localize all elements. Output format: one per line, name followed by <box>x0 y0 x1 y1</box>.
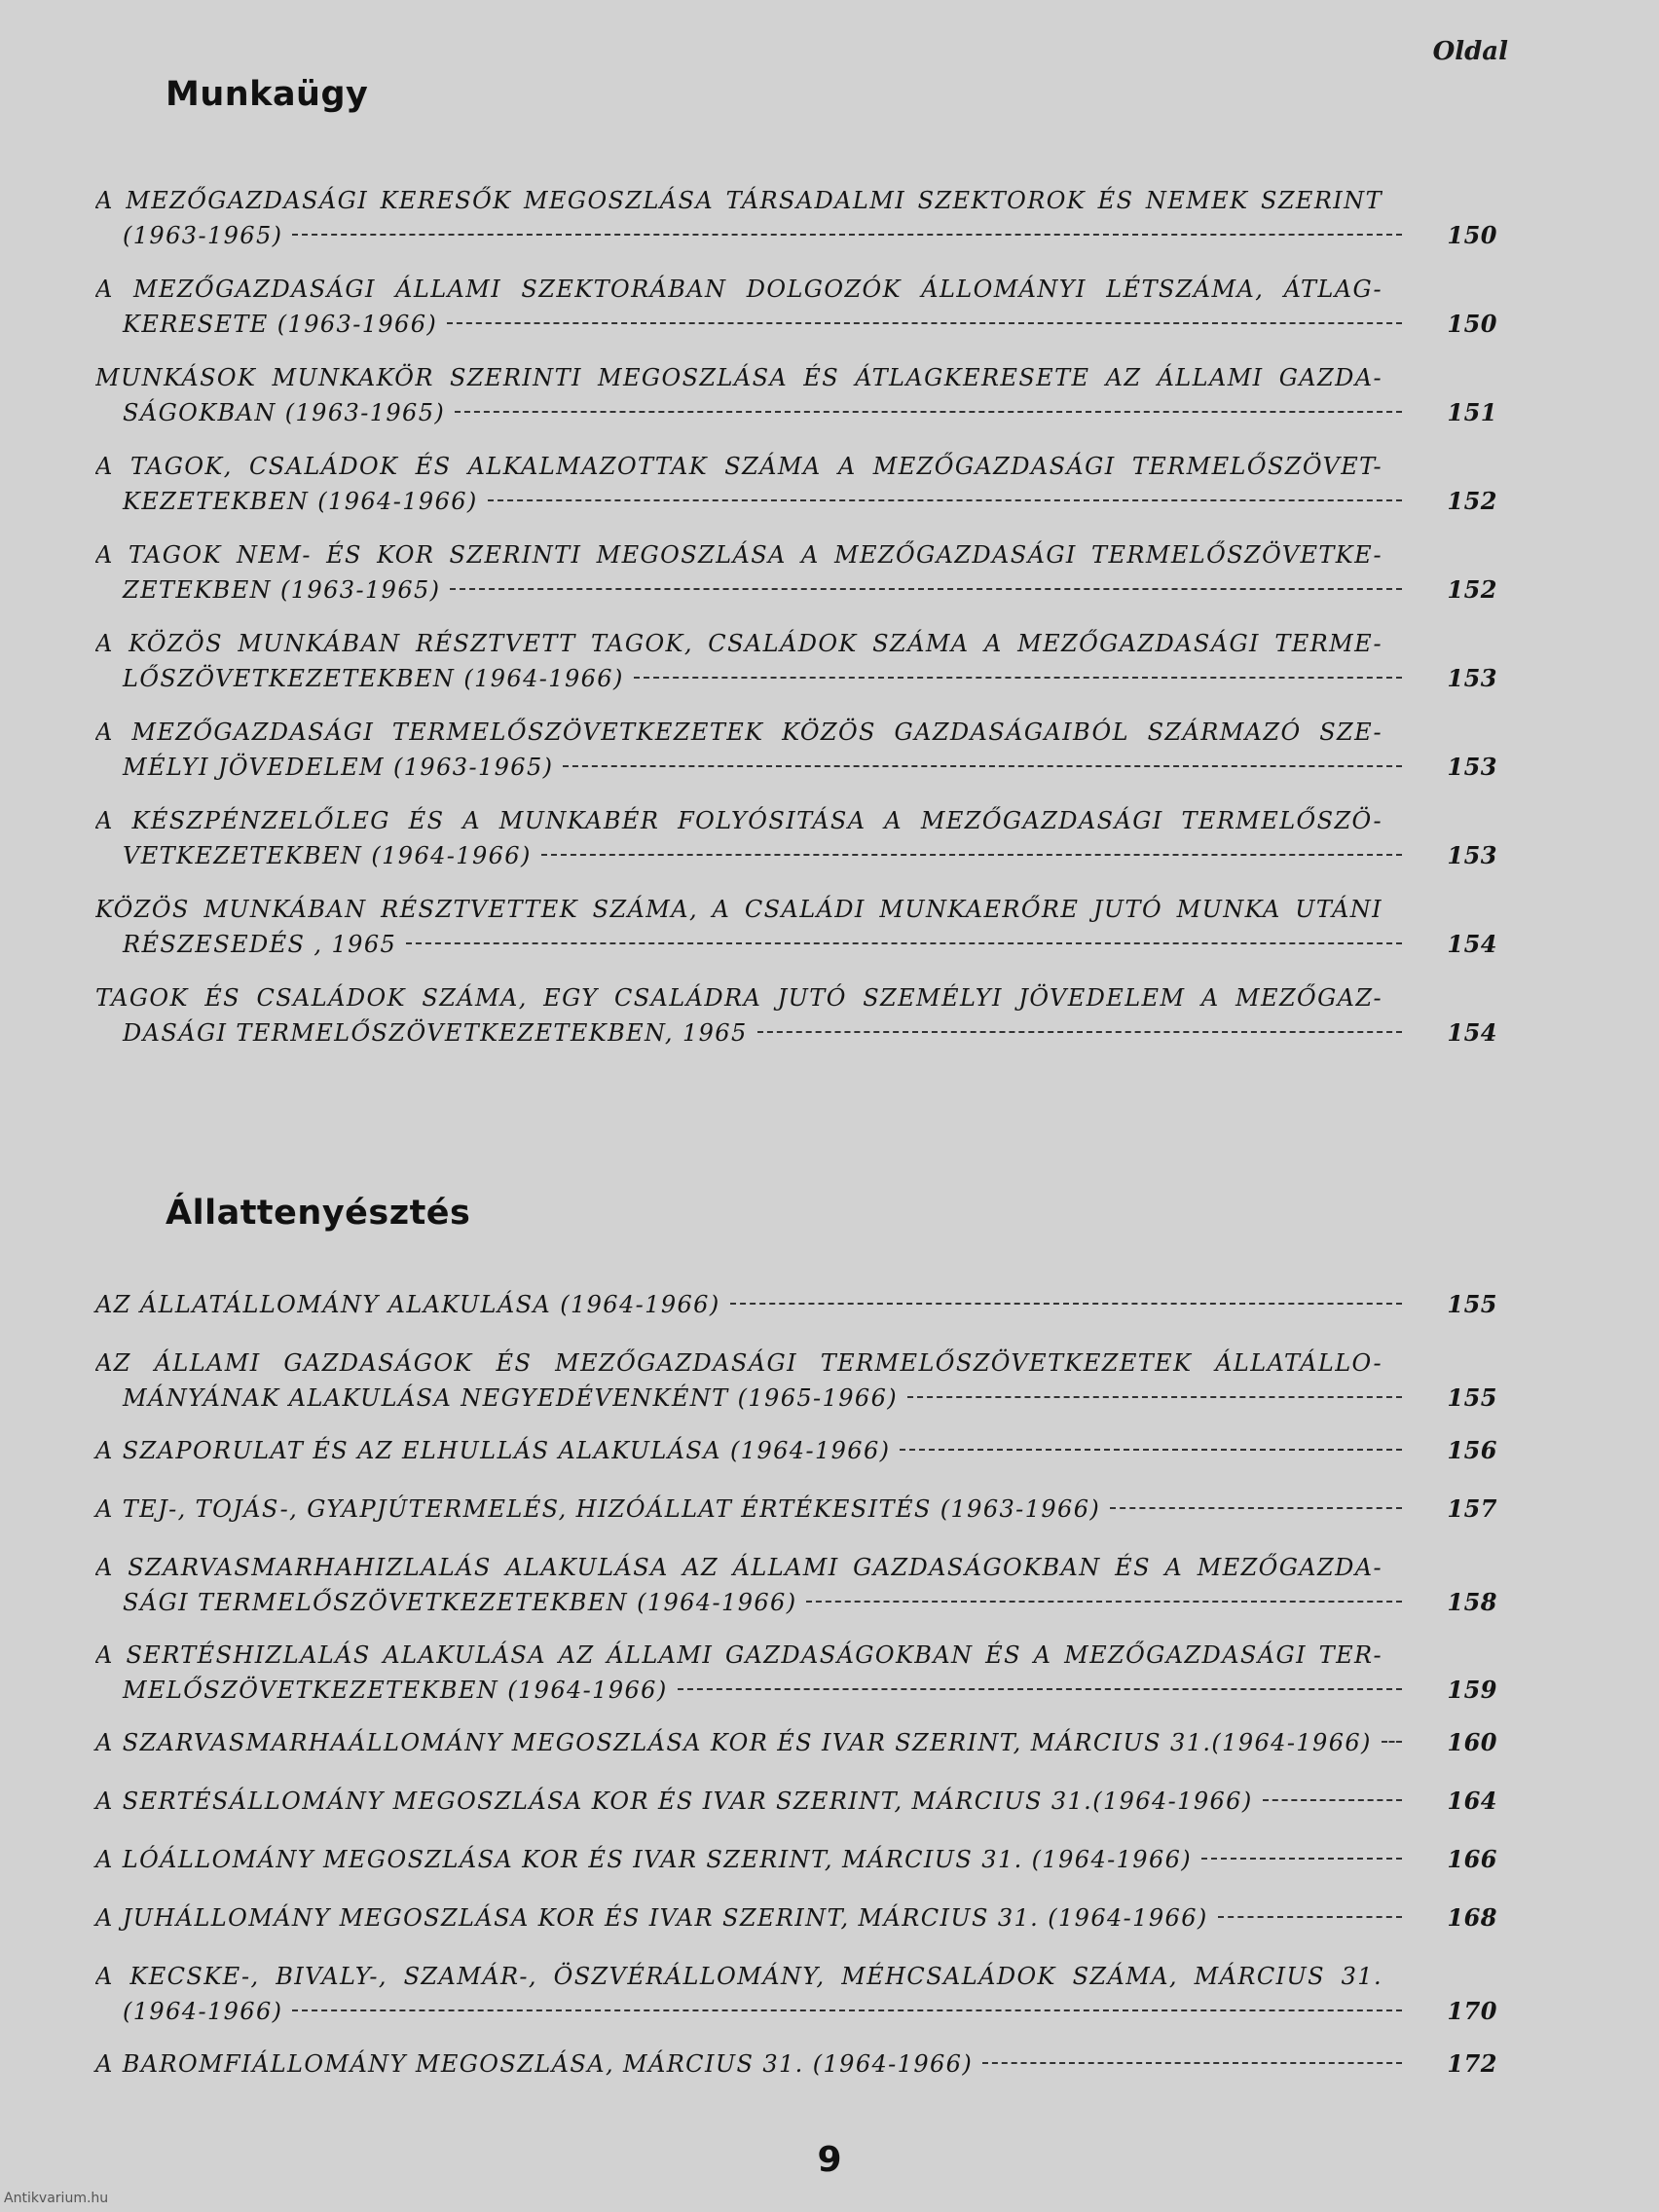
toc-entry <box>95 272 1497 342</box>
toc-entry <box>95 1287 1497 1322</box>
toc-entry <box>95 1638 1497 1708</box>
dot-leader <box>806 1601 1402 1603</box>
toc-entry <box>95 1959 1497 2029</box>
dot-leader <box>678 1688 1402 1690</box>
toc-entry-title-line1: KÖZÖS MUNKÁBAN RÉSZTVETTEK SZÁMA, A CSALÁDI MUNKAERŐRE JUTÓ MUNKA UTÁNI <box>95 896 1382 923</box>
toc-list-munkaugy <box>95 183 1497 1069</box>
toc-entry-title-line1: A MEZŐGAZDASÁGI ÁLLAMI SZEKTORÁBAN DOLGOZÓK ÁLLOMÁNYI LÉTSZÁMA, ÁTLAG- <box>95 276 1382 303</box>
toc-entry <box>95 626 1497 696</box>
dot-leader <box>455 411 1402 413</box>
toc-entry-title-line1: A SZARVASMARHAHIZLALÁS ALAKULÁSA AZ ÁLLAMI GAZDASÁGOKBAN ÉS A MEZŐGAZDA- <box>95 1554 1382 1581</box>
toc-entry-page-number: 152 <box>1447 487 1497 515</box>
dot-leader <box>634 677 1402 679</box>
toc-entry <box>95 1784 1497 1819</box>
toc-entry-page-number: 155 <box>1447 1290 1497 1318</box>
toc-entry-page-number: 152 <box>1447 575 1497 604</box>
toc-entry-page-number: 166 <box>1447 1845 1497 1873</box>
toc-entry-page-number: 150 <box>1447 221 1497 249</box>
dot-leader <box>982 2062 1402 2064</box>
dot-leader <box>907 1396 1402 1398</box>
toc-entry-page-number: 154 <box>1447 930 1497 958</box>
toc-entry-page-number: 155 <box>1447 1383 1497 1412</box>
toc-entry-page-number: 154 <box>1447 1018 1497 1047</box>
page-number: 9 <box>817 2140 842 2180</box>
toc-entry-title-line2: MÁNYÁNAK ALAKULÁSA NEGYEDÉVENKÉNT (1965-1966) <box>123 1384 899 1412</box>
toc-entry-title-line2: KERESETE (1963-1966) <box>123 311 438 338</box>
section-title-allattenyesztes: Állattenyésztés <box>166 1194 471 1233</box>
toc-entry-title-line2: LŐSZÖVETKEZETEKBEN (1964-1966) <box>123 665 624 692</box>
toc-entry-page-number: 156 <box>1447 1436 1497 1464</box>
toc-entry <box>95 360 1497 430</box>
toc-entry-title-line2: ZETEKBEN (1963-1965) <box>123 576 441 604</box>
toc-entry-title-line2: KEZETEKBEN (1964-1966) <box>123 488 478 515</box>
toc-entry-title: A SERTÉSÁLLOMÁNY MEGOSZLÁSA KOR ÉS IVAR SZERINT, MÁRCIUS 31.(1964-1966) <box>95 1788 1253 1815</box>
dot-leader <box>1382 1741 1402 1743</box>
toc-entry-page-number: 164 <box>1447 1787 1497 1815</box>
toc-entry <box>95 892 1497 962</box>
dot-leader <box>406 942 1402 944</box>
page-column-label: Oldal <box>1432 37 1508 66</box>
toc-entry-page-number: 160 <box>1447 1728 1497 1756</box>
dot-leader <box>541 854 1402 856</box>
toc-entry-title-line1: A MEZŐGAZDASÁGI TERMELŐSZÖVETKEZETEK KÖZÖS GAZDASÁGAIBÓL SZÁRMAZÓ SZE- <box>95 719 1382 746</box>
toc-entry <box>95 1492 1497 1527</box>
dot-leader <box>488 499 1402 501</box>
toc-entry-title-line1: A TAGOK, CSALÁDOK ÉS ALKALMAZOTTAK SZÁMA A MEZŐGAZDASÁGI TERMELŐSZÖVET- <box>95 453 1382 480</box>
toc-entry-title-line2: SÁGI TERMELŐSZÖVETKEZETEKBEN (1964-1966) <box>123 1589 797 1616</box>
toc-entry-page-number: 172 <box>1447 2049 1497 2078</box>
toc-entry-title-line2: MÉLYI JÖVEDELEM (1963-1965) <box>123 754 554 781</box>
toc-entry-title-line2: (1963-1965) <box>123 222 283 249</box>
dot-leader <box>1218 1916 1402 1918</box>
dot-leader <box>1110 1507 1402 1509</box>
dot-leader <box>1201 1858 1402 1860</box>
dot-leader <box>563 765 1402 767</box>
toc-entry-page-number: 153 <box>1447 753 1497 781</box>
section-title-munkaugy: Munkaügy <box>166 75 369 114</box>
dot-leader <box>450 588 1402 590</box>
toc-entry-page-number: 159 <box>1447 1676 1497 1704</box>
toc-entry <box>95 715 1497 785</box>
toc-entry-title: A SZARVASMARHAÁLLOMÁNY MEGOSZLÁSA KOR ÉS IVAR SZERINT, MÁRCIUS 31.(1964-1966) <box>95 1729 1372 1756</box>
toc-entry-title: A SZAPORULAT ÉS AZ ELHULLÁS ALAKULÁSA (1964-1966) <box>95 1437 891 1464</box>
dot-leader <box>292 2009 1402 2011</box>
dot-leader <box>447 322 1402 324</box>
toc-entry-title: A TEJ-, TOJÁS-, GYAPJÚTERMELÉS, HIZÓÁLLAT ÉRTÉKESITÉS (1963-1966) <box>95 1495 1101 1523</box>
toc-entry <box>95 1433 1497 1468</box>
toc-entry-page-number: 168 <box>1447 1903 1497 1932</box>
toc-entry <box>95 980 1497 1051</box>
toc-entry <box>95 1725 1497 1760</box>
toc-entry <box>95 803 1497 873</box>
toc-entry-title-line2: (1964-1966) <box>123 1998 283 2025</box>
toc-entry-title-line1: A KECSKE-, BIVALY-, SZAMÁR-, ÖSZVÉRÁLLOMÁNY, MÉHCSALÁDOK SZÁMA, MÁRCIUS 31. <box>95 1963 1382 1990</box>
toc-entry <box>95 1842 1497 1877</box>
toc-entry-title: A BAROMFIÁLLOMÁNY MEGOSZLÁSA, MÁRCIUS 31. (1964-1966) <box>95 2050 974 2078</box>
toc-entry-page-number: 153 <box>1447 841 1497 869</box>
toc-entry-title-line1: A TAGOK NEM- ÉS KOR SZERINTI MEGOSZLÁSA A MEZŐGAZDASÁGI TERMELŐSZÖVETKE- <box>95 541 1382 569</box>
toc-entry <box>95 449 1497 519</box>
toc-entry-page-number: 157 <box>1447 1494 1497 1523</box>
dot-leader <box>292 234 1402 236</box>
toc-entry <box>95 1900 1497 1936</box>
toc-entry-title-line1: A SERTÉSHIZLALÁS ALAKULÁSA AZ ÁLLAMI GAZDASÁGOKBAN ÉS A MEZŐGAZDASÁGI TER- <box>95 1641 1382 1669</box>
toc-entry-title: AZ ÁLLATÁLLOMÁNY ALAKULÁSA (1964-1966) <box>95 1291 720 1318</box>
toc-entry <box>95 2046 1497 2082</box>
toc-entry-title-line1: AZ ÁLLAMI GAZDASÁGOK ÉS MEZŐGAZDASÁGI TERMELŐSZÖVETKEZETEK ÁLLATÁLLO- <box>95 1349 1382 1377</box>
toc-list-allattenyesztes <box>95 1287 1497 2105</box>
dot-leader <box>730 1303 1402 1305</box>
toc-entry <box>95 1346 1497 1416</box>
toc-entry-page-number: 151 <box>1447 398 1497 426</box>
toc-entry <box>95 183 1497 253</box>
toc-entry-page-number: 153 <box>1447 664 1497 692</box>
toc-entry-title-line2: MELŐSZÖVETKEZETEKBEN (1964-1966) <box>123 1677 668 1704</box>
toc-entry-page-number: 170 <box>1447 1997 1497 2025</box>
toc-entry-title-line2: VETKEZETEKBEN (1964-1966) <box>123 842 532 869</box>
toc-entry-title-line1: A KÉSZPÉNZELŐLEG ÉS A MUNKABÉR FOLYÓSITÁSA A MEZŐGAZDASÁGI TERMELŐSZÖ- <box>95 807 1382 834</box>
watermark: Antikvarium.hu <box>4 2191 109 2206</box>
toc-entry-page-number: 158 <box>1447 1588 1497 1616</box>
toc-entry-page-number: 150 <box>1447 310 1497 338</box>
toc-entry <box>95 1550 1497 1620</box>
toc-entry-title-line1: A MEZŐGAZDASÁGI KERESŐK MEGOSZLÁSA TÁRSADALMI SZEKTOROK ÉS NEMEK SZERINT <box>95 187 1382 214</box>
toc-entry-title-line1: TAGOK ÉS CSALÁDOK SZÁMA, EGY CSALÁDRA JUTÓ SZEMÉLYI JÖVEDELEM A MEZŐGAZ- <box>95 984 1382 1012</box>
toc-entry <box>95 537 1497 608</box>
toc-entry-title-line1: A KÖZÖS MUNKÁBAN RÉSZTVETT TAGOK, CSALÁDOK SZÁMA A MEZŐGAZDASÁGI TERME- <box>95 630 1382 657</box>
toc-entry-title-line1: MUNKÁSOK MUNKAKÖR SZERINTI MEGOSZLÁSA ÉS ÁTLAGKERESETE AZ ÁLLAMI GAZDA- <box>95 364 1382 391</box>
toc-entry-title: A JUHÁLLOMÁNY MEGOSZLÁSA KOR ÉS IVAR SZERINT, MÁRCIUS 31. (1964-1966) <box>95 1904 1208 1932</box>
dot-leader <box>757 1031 1402 1033</box>
toc-entry-title-line2: SÁGOKBAN (1963-1965) <box>123 399 446 426</box>
toc-entry-title-line2: DASÁGI TERMELŐSZÖVETKEZETEKBEN, 1965 <box>123 1019 748 1047</box>
toc-entry-title-line2: RÉSZESEDÉS , 1965 <box>123 931 397 958</box>
dot-leader <box>1263 1799 1402 1801</box>
toc-entry-title: A LÓÁLLOMÁNY MEGOSZLÁSA KOR ÉS IVAR SZERINT, MÁRCIUS 31. (1964-1966) <box>95 1846 1193 1873</box>
dot-leader <box>900 1449 1402 1451</box>
